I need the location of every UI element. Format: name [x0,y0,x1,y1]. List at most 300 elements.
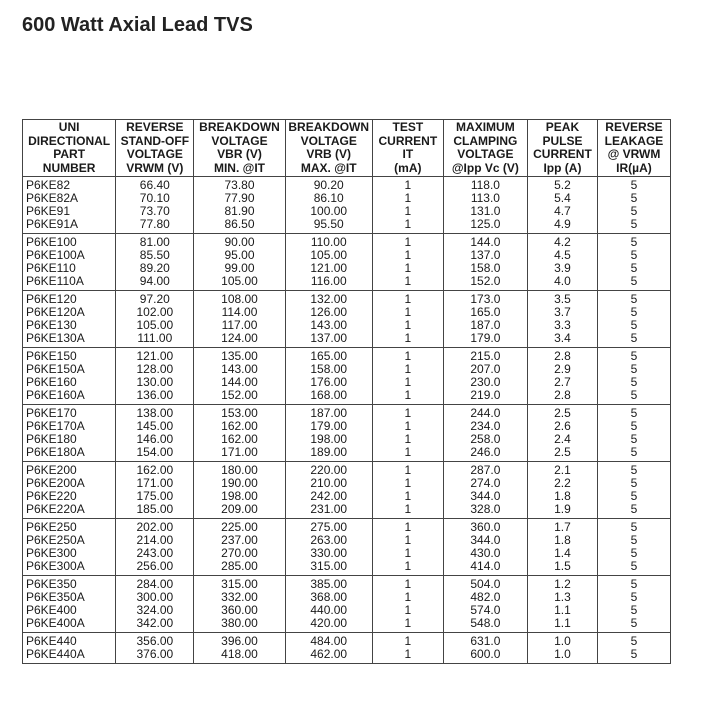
header-line: MAXIMUM [456,120,515,134]
cell-breakdown-min: 114.00 [194,306,285,319]
cell-breakdown-min: 124.00 [194,332,285,348]
header-line: CLAMPING [453,133,518,148]
cell-clamping-voltage: 360.0 [443,519,527,535]
cell-breakdown-min: 73.80 [194,177,285,193]
cell-stand-off-voltage: 130.00 [116,376,194,389]
cell-clamping-voltage: 152.0 [443,275,527,291]
cell-test-current: 1 [372,249,443,262]
column-header-peak-pulse-current [527,120,597,177]
header-line: Ipp (A) [543,160,582,175]
header-line: NUMBER [42,160,96,175]
cell-peak-pulse-current: 2.1 [527,462,597,478]
cell-breakdown-min: 81.90 [194,205,285,218]
cell-part-number: P6KE180A [23,446,116,462]
cell-stand-off-voltage: 66.40 [116,177,194,193]
header-line: VBR (V) [217,147,262,161]
cell-stand-off-voltage: 162.00 [116,462,194,478]
cell-clamping-voltage: 215.0 [443,348,527,364]
cell-breakdown-min: 225.00 [194,519,285,535]
cell-test-current: 1 [372,648,443,664]
cell-breakdown-min: 86.50 [194,218,285,234]
cell-breakdown-max: 385.00 [285,576,372,592]
cell-stand-off-voltage: 77.80 [116,218,194,234]
row-group [23,576,671,633]
cell-part-number: P6KE350 [23,576,116,592]
cell-peak-pulse-current: 4.9 [527,218,597,234]
cell-reverse-leakage: 5 [597,648,670,664]
cell-breakdown-max: 105.00 [285,249,372,262]
cell-clamping-voltage: 118.0 [443,177,527,193]
cell-reverse-leakage: 5 [597,275,670,291]
header-line: VRWM (V) [126,160,184,175]
header-line: UNI [58,120,80,134]
cell-test-current: 1 [372,477,443,490]
cell-clamping-voltage: 113.0 [443,192,527,205]
cell-peak-pulse-current: 1.1 [527,604,597,617]
cell-stand-off-voltage: 85.50 [116,249,194,262]
cell-reverse-leakage: 5 [597,319,670,332]
cell-breakdown-max: 165.00 [285,348,372,364]
header-line: IR(µA) [616,160,652,175]
cell-breakdown-max: 315.00 [285,560,372,576]
cell-reverse-leakage: 5 [597,503,670,519]
cell-breakdown-max: 420.00 [285,617,372,633]
cell-reverse-leakage: 5 [597,249,670,262]
header-line: PULSE [542,133,583,148]
cell-breakdown-max: 210.00 [285,477,372,490]
cell-reverse-leakage: 5 [597,490,670,503]
cell-breakdown-max: 137.00 [285,332,372,348]
cell-test-current: 1 [372,591,443,604]
cell-test-current: 1 [372,446,443,462]
cell-reverse-leakage: 5 [597,433,670,446]
cell-clamping-voltage: 230.0 [443,376,527,389]
cell-stand-off-voltage: 97.20 [116,291,194,307]
cell-reverse-leakage: 5 [597,306,670,319]
cell-stand-off-voltage: 300.00 [116,591,194,604]
row-group [23,177,671,234]
cell-breakdown-max: 158.00 [285,363,372,376]
cell-clamping-voltage: 187.0 [443,319,527,332]
header-line: @Ipp Vc (V) [451,160,519,175]
cell-peak-pulse-current: 3.7 [527,306,597,319]
cell-test-current: 1 [372,633,443,649]
header-line: VOLTAGE [211,133,268,148]
cell-breakdown-max: 198.00 [285,433,372,446]
row-group [23,348,671,405]
cell-breakdown-max: 462.00 [285,648,372,664]
header-line: VOLTAGE [126,147,183,161]
cell-part-number: P6KE150 [23,348,116,364]
cell-breakdown-min: 418.00 [194,648,285,664]
cell-breakdown-min: 162.00 [194,433,285,446]
cell-breakdown-min: 143.00 [194,363,285,376]
cell-breakdown-max: 220.00 [285,462,372,478]
header-line: VOLTAGE [457,147,514,161]
cell-breakdown-min: 171.00 [194,446,285,462]
column-header-breakdown-max [285,120,372,177]
cell-peak-pulse-current: 1.1 [527,617,597,633]
cell-part-number: P6KE300A [23,560,116,576]
cell-breakdown-max: 90.20 [285,177,372,193]
cell-part-number: P6KE100A [23,249,116,262]
header-line: TEST [392,120,424,134]
cell-clamping-voltage: 631.0 [443,633,527,649]
cell-breakdown-max: 263.00 [285,534,372,547]
cell-test-current: 1 [372,405,443,421]
cell-reverse-leakage: 5 [597,405,670,421]
cell-test-current: 1 [372,576,443,592]
cell-breakdown-max: 275.00 [285,519,372,535]
header-line: DIRECTIONAL [28,133,111,148]
table-row [23,234,671,250]
cell-breakdown-max: 100.00 [285,205,372,218]
cell-breakdown-max: 143.00 [285,319,372,332]
cell-reverse-leakage: 5 [597,177,670,193]
cell-peak-pulse-current: 3.5 [527,291,597,307]
cell-reverse-leakage: 5 [597,389,670,405]
cell-peak-pulse-current: 4.5 [527,249,597,262]
cell-breakdown-max: 116.00 [285,275,372,291]
table-row [23,446,671,462]
cell-test-current: 1 [372,319,443,332]
cell-clamping-voltage: 244.0 [443,405,527,421]
header-line: @ VRWM [607,147,661,161]
cell-test-current: 1 [372,376,443,389]
cell-part-number: P6KE440 [23,633,116,649]
row-group [23,519,671,576]
cell-reverse-leakage: 5 [597,604,670,617]
cell-breakdown-min: 144.00 [194,376,285,389]
cell-breakdown-max: 440.00 [285,604,372,617]
header-line: STAND-OFF [120,133,190,148]
cell-part-number: P6KE400A [23,617,116,633]
cell-clamping-voltage: 482.0 [443,591,527,604]
cell-reverse-leakage: 5 [597,205,670,218]
cell-reverse-leakage: 5 [597,547,670,560]
row-group [23,234,671,291]
cell-stand-off-voltage: 243.00 [116,547,194,560]
cell-peak-pulse-current: 3.3 [527,319,597,332]
cell-clamping-voltage: 258.0 [443,433,527,446]
cell-test-current: 1 [372,363,443,376]
cell-peak-pulse-current: 1.0 [527,648,597,664]
cell-stand-off-voltage: 81.00 [116,234,194,250]
cell-clamping-voltage: 173.0 [443,291,527,307]
cell-part-number: P6KE170A [23,420,116,433]
cell-clamping-voltage: 165.0 [443,306,527,319]
table-row [23,348,671,364]
cell-reverse-leakage: 5 [597,363,670,376]
cell-reverse-leakage: 5 [597,534,670,547]
cell-clamping-voltage: 207.0 [443,363,527,376]
cell-breakdown-min: 209.00 [194,503,285,519]
page-title: 600 Watt Axial Lead TVS [22,14,253,36]
row-group [23,462,671,519]
tvs-spec-table [22,119,671,664]
cell-peak-pulse-current: 1.0 [527,633,597,649]
table-row [23,503,671,519]
cell-peak-pulse-current: 5.4 [527,192,597,205]
cell-clamping-voltage: 328.0 [443,503,527,519]
cell-stand-off-voltage: 324.00 [116,604,194,617]
cell-peak-pulse-current: 3.9 [527,262,597,275]
cell-clamping-voltage: 574.0 [443,604,527,617]
cell-clamping-voltage: 219.0 [443,389,527,405]
header-line: PART [53,147,86,161]
cell-breakdown-min: 108.00 [194,291,285,307]
cell-peak-pulse-current: 1.4 [527,547,597,560]
cell-clamping-voltage: 344.0 [443,534,527,547]
cell-peak-pulse-current: 2.4 [527,433,597,446]
cell-part-number: P6KE91 [23,205,116,218]
cell-stand-off-voltage: 136.00 [116,389,194,405]
cell-part-number: P6KE110 [23,262,116,275]
table-row [23,633,671,649]
cell-stand-off-voltage: 284.00 [116,576,194,592]
cell-breakdown-max: 168.00 [285,389,372,405]
cell-part-number: P6KE300 [23,547,116,560]
cell-part-number: P6KE160A [23,389,116,405]
cell-clamping-voltage: 144.0 [443,234,527,250]
cell-clamping-voltage: 131.0 [443,205,527,218]
cell-test-current: 1 [372,218,443,234]
cell-clamping-voltage: 234.0 [443,420,527,433]
cell-test-current: 1 [372,234,443,250]
cell-breakdown-min: 117.00 [194,319,285,332]
cell-peak-pulse-current: 2.8 [527,348,597,364]
cell-breakdown-min: 162.00 [194,420,285,433]
cell-peak-pulse-current: 4.0 [527,275,597,291]
cell-stand-off-voltage: 146.00 [116,433,194,446]
header-line: REVERSE [605,120,663,134]
cell-peak-pulse-current: 1.9 [527,503,597,519]
cell-test-current: 1 [372,348,443,364]
cell-reverse-leakage: 5 [597,633,670,649]
cell-stand-off-voltage: 73.70 [116,205,194,218]
cell-part-number: P6KE440A [23,648,116,664]
cell-peak-pulse-current: 1.5 [527,560,597,576]
cell-test-current: 1 [372,205,443,218]
cell-stand-off-voltage: 121.00 [116,348,194,364]
column-header-part-number [23,120,116,177]
cell-breakdown-min: 90.00 [194,234,285,250]
table-row [23,291,671,307]
cell-reverse-leakage: 5 [597,462,670,478]
cell-stand-off-voltage: 376.00 [116,648,194,664]
table-row [23,560,671,576]
header-line: VRB (V) [306,147,352,161]
cell-test-current: 1 [372,519,443,535]
cell-clamping-voltage: 287.0 [443,462,527,478]
cell-part-number: P6KE130A [23,332,116,348]
table-row [23,275,671,291]
header-line: MIN. @IT [213,160,265,175]
cell-breakdown-min: 95.00 [194,249,285,262]
cell-part-number: P6KE180 [23,433,116,446]
cell-peak-pulse-current: 1.3 [527,591,597,604]
cell-stand-off-voltage: 70.10 [116,192,194,205]
cell-peak-pulse-current: 1.8 [527,490,597,503]
cell-clamping-voltage: 137.0 [443,249,527,262]
cell-breakdown-max: 86.10 [285,192,372,205]
cell-stand-off-voltage: 94.00 [116,275,194,291]
cell-part-number: P6KE250A [23,534,116,547]
cell-test-current: 1 [372,306,443,319]
cell-clamping-voltage: 274.0 [443,477,527,490]
cell-reverse-leakage: 5 [597,332,670,348]
cell-breakdown-min: 180.00 [194,462,285,478]
cell-stand-off-voltage: 89.20 [116,262,194,275]
cell-part-number: P6KE250 [23,519,116,535]
cell-part-number: P6KE120A [23,306,116,319]
cell-reverse-leakage: 5 [597,591,670,604]
cell-peak-pulse-current: 4.2 [527,234,597,250]
column-header-clamping-voltage [443,120,527,177]
cell-breakdown-max: 189.00 [285,446,372,462]
cell-test-current: 1 [372,262,443,275]
table-row [23,462,671,478]
cell-part-number: P6KE220A [23,503,116,519]
cell-breakdown-max: 121.00 [285,262,372,275]
cell-part-number: P6KE110A [23,275,116,291]
cell-test-current: 1 [372,462,443,478]
cell-test-current: 1 [372,547,443,560]
cell-test-current: 1 [372,490,443,503]
cell-peak-pulse-current: 5.2 [527,177,597,193]
cell-stand-off-voltage: 185.00 [116,503,194,519]
cell-clamping-voltage: 344.0 [443,490,527,503]
cell-peak-pulse-current: 1.7 [527,519,597,535]
cell-peak-pulse-current: 2.8 [527,389,597,405]
cell-stand-off-voltage: 128.00 [116,363,194,376]
cell-peak-pulse-current: 3.4 [527,332,597,348]
cell-test-current: 1 [372,534,443,547]
cell-test-current: 1 [372,433,443,446]
cell-reverse-leakage: 5 [597,420,670,433]
cell-stand-off-voltage: 214.00 [116,534,194,547]
header-line: CURRENT [533,147,592,161]
cell-part-number: P6KE200 [23,462,116,478]
cell-test-current: 1 [372,617,443,633]
header-line: PEAK [545,120,580,134]
cell-breakdown-max: 368.00 [285,591,372,604]
cell-reverse-leakage: 5 [597,477,670,490]
cell-clamping-voltage: 158.0 [443,262,527,275]
cell-clamping-voltage: 600.0 [443,648,527,664]
cell-reverse-leakage: 5 [597,218,670,234]
cell-peak-pulse-current: 2.5 [527,405,597,421]
cell-reverse-leakage: 5 [597,576,670,592]
header-line: BREAKDOWN [288,120,370,134]
cell-test-current: 1 [372,275,443,291]
cell-clamping-voltage: 504.0 [443,576,527,592]
cell-breakdown-min: 396.00 [194,633,285,649]
cell-peak-pulse-current: 1.2 [527,576,597,592]
cell-test-current: 1 [372,389,443,405]
cell-reverse-leakage: 5 [597,617,670,633]
cell-test-current: 1 [372,420,443,433]
cell-peak-pulse-current: 2.2 [527,477,597,490]
cell-stand-off-voltage: 154.00 [116,446,194,462]
cell-reverse-leakage: 5 [597,519,670,535]
cell-test-current: 1 [372,177,443,193]
cell-peak-pulse-current: 2.9 [527,363,597,376]
table-row [23,389,671,405]
cell-stand-off-voltage: 105.00 [116,319,194,332]
cell-breakdown-min: 153.00 [194,405,285,421]
cell-reverse-leakage: 5 [597,234,670,250]
cell-test-current: 1 [372,503,443,519]
cell-breakdown-max: 126.00 [285,306,372,319]
cell-breakdown-min: 152.00 [194,389,285,405]
header-line: VOLTAGE [300,133,357,148]
cell-breakdown-min: 135.00 [194,348,285,364]
header-line: IT [402,147,414,161]
cell-reverse-leakage: 5 [597,348,670,364]
header-line: BREAKDOWN [199,120,280,134]
cell-breakdown-max: 242.00 [285,490,372,503]
cell-breakdown-max: 179.00 [285,420,372,433]
cell-breakdown-min: 77.90 [194,192,285,205]
cell-part-number: P6KE120 [23,291,116,307]
cell-peak-pulse-current: 4.7 [527,205,597,218]
cell-reverse-leakage: 5 [597,446,670,462]
cell-stand-off-voltage: 356.00 [116,633,194,649]
table-row [23,332,671,348]
row-group [23,291,671,348]
cell-breakdown-max: 110.00 [285,234,372,250]
cell-part-number: P6KE160 [23,376,116,389]
cell-breakdown-min: 198.00 [194,490,285,503]
header-line: (mA) [394,160,422,175]
column-header-reverse-leakage [597,120,670,177]
cell-breakdown-max: 95.50 [285,218,372,234]
cell-part-number: P6KE220 [23,490,116,503]
table-row [23,177,671,193]
cell-test-current: 1 [372,192,443,205]
cell-reverse-leakage: 5 [597,376,670,389]
cell-peak-pulse-current: 1.8 [527,534,597,547]
cell-breakdown-max: 484.00 [285,633,372,649]
table-row [23,519,671,535]
cell-part-number: P6KE82 [23,177,116,193]
cell-stand-off-voltage: 111.00 [116,332,194,348]
cell-stand-off-voltage: 202.00 [116,519,194,535]
cell-part-number: P6KE100 [23,234,116,250]
cell-part-number: P6KE150A [23,363,116,376]
cell-reverse-leakage: 5 [597,560,670,576]
cell-test-current: 1 [372,332,443,348]
cell-stand-off-voltage: 145.00 [116,420,194,433]
table-row [23,218,671,234]
table-row [23,648,671,664]
cell-part-number: P6KE130 [23,319,116,332]
cell-clamping-voltage: 246.0 [443,446,527,462]
cell-breakdown-min: 105.00 [194,275,285,291]
cell-part-number: P6KE91A [23,218,116,234]
cell-clamping-voltage: 414.0 [443,560,527,576]
cell-breakdown-min: 270.00 [194,547,285,560]
header-line: REVERSE [126,120,184,134]
cell-part-number: P6KE400 [23,604,116,617]
column-header-stand-off-voltage [116,120,194,177]
cell-part-number: P6KE82A [23,192,116,205]
cell-breakdown-min: 285.00 [194,560,285,576]
table-row [23,617,671,633]
cell-peak-pulse-current: 2.7 [527,376,597,389]
cell-reverse-leakage: 5 [597,262,670,275]
